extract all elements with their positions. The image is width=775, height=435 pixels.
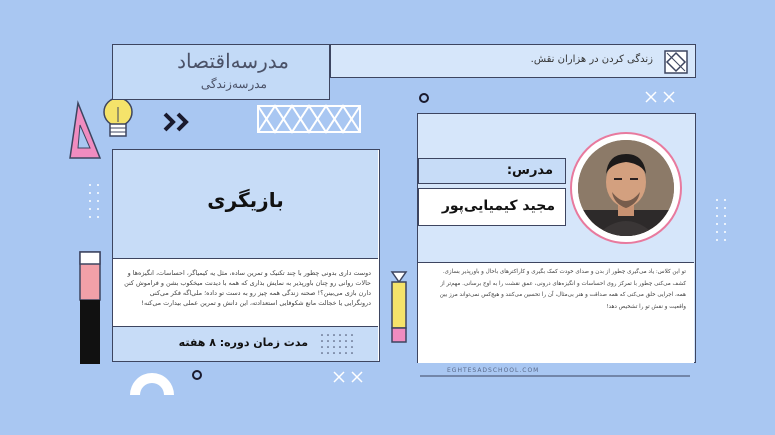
marker-icon <box>80 252 100 364</box>
course-duration-bar <box>113 326 378 361</box>
triangle-ruler-icon <box>70 103 100 158</box>
dot-icon <box>420 94 428 102</box>
course-description: دوست داری بدونی چطور با چند تکنیک و تمرین ساده، مثل یه کیمیاگر، احساسات، انگیزه‌ها و حالات روانی رو چنان باورپذیر به نمایش بذاری که همه با دیدنت میخکوب بشن و فراموش کنن دارن بازی می‌بینن؟! صحنه زندگی همه چیز رو به دست تو داده؛ ملی‌اگه فکر می‌کنی درونگرایی یا خجالت مانع شکوفایی استعدادته، این دانش و تمرین عملی بیدارت می‌کنه! <box>124 269 371 307</box>
dot-grid <box>318 331 368 357</box>
lightbulb-icon <box>104 98 132 136</box>
teacher-bio: تو این کلاس: یاد می‌گیری چطور از بدن و صدای خودت کمک بگیری و کاراکترهای باحال و باورپذیر بسازی. کشف می‌کنی چطور با تمرکز روی احساسات و انگیزه‌های درونی، عمق نقشت را به اوج برسانی. مهم‌تر از همه، اجرایی خلق می‌کنی که همه صداقت و هنر بی‌مثال، آن را تحسین می‌کنند و هیچ‌کس نمی‌تواند مرز بین واقعیت و نقش تو را تشخیص دهد! <box>439 269 686 310</box>
pencil-icon <box>392 272 406 342</box>
course-duration: مدت زمان دوره: ۸ هفته <box>178 336 308 349</box>
logo-icon <box>663 49 689 75</box>
course-title: بازیگری <box>207 188 284 212</box>
dot-icon <box>193 371 201 379</box>
teacher-photo-frame <box>570 132 682 244</box>
truss-decoration <box>258 106 360 132</box>
brand-subtitle: مدرسه‌زندگی <box>200 77 267 91</box>
website-url: EGHTESADSCHOOL.COM <box>447 367 540 374</box>
teacher-photo <box>578 140 674 236</box>
double-chevron-icon <box>165 114 186 130</box>
course-card <box>112 149 380 362</box>
brand-title: مدرسه‌اقتصاد <box>177 49 289 73</box>
teacher-name: مجید کیمیایی‌پور <box>441 198 555 214</box>
teacher-label-box <box>418 158 566 184</box>
brand-panel <box>112 44 330 100</box>
teacher-card <box>417 113 696 363</box>
half-circle-decoration <box>130 373 174 395</box>
course-title-area <box>113 150 378 259</box>
teacher-name-box <box>418 188 566 226</box>
teacher-label: مدرس: <box>506 163 553 178</box>
tagline-bar <box>330 44 696 78</box>
teacher-bio-area <box>418 262 694 363</box>
tagline-text: زندگی کردن در هزاران نقش. <box>530 54 653 65</box>
portrait-illustration <box>578 140 674 236</box>
